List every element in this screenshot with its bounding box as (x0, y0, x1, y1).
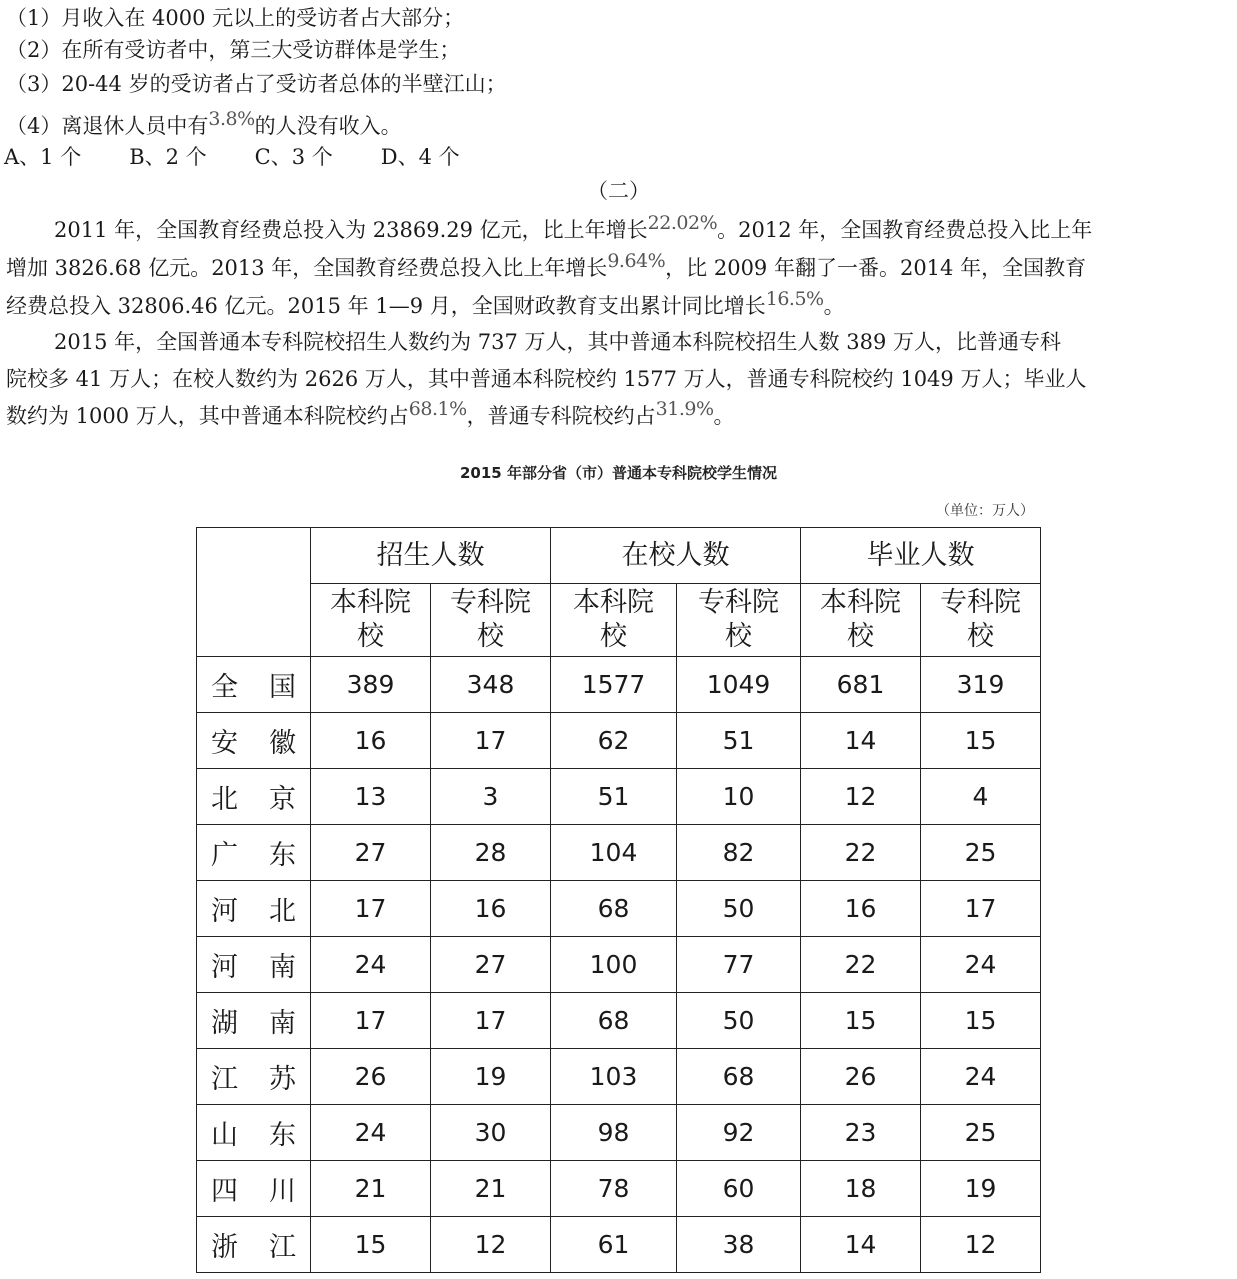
province-cell: 湖 南 (197, 993, 311, 1049)
value-cell: 12 (431, 1217, 551, 1273)
sub-header-text-2: 校 (600, 621, 627, 652)
value-cell: 60 (677, 1161, 801, 1217)
value-cell: 25 (921, 825, 1041, 881)
sub-header-cell (431, 584, 551, 657)
sub-header-text-1: 专科院 (450, 587, 531, 618)
value-cell: 23 (801, 1105, 921, 1161)
value-cell: 21 (311, 1161, 431, 1217)
question-4-after: 的人没有收入。 (254, 114, 402, 138)
group-header-enrollment: 招生人数 (311, 528, 551, 584)
value-cell: 68 (551, 993, 677, 1049)
p1-l2-text-a: 增加 3826.68 亿元。2013 年，全国教育经费总投入比上年增长 (6, 256, 608, 280)
table-header-row-1 (197, 528, 1041, 584)
sub-header-text-2: 校 (847, 621, 874, 652)
p1-l3-percent: 16.5% (765, 288, 824, 310)
sub-header-text-1: 本科院 (820, 587, 901, 618)
table-row (197, 769, 1041, 825)
value-cell: 348 (431, 657, 551, 713)
question-3: （3）20-44 岁的受访者占了受访者总体的半壁江山； (6, 72, 507, 96)
value-cell: 27 (311, 825, 431, 881)
value-cell: 319 (921, 657, 1041, 713)
question-4 (6, 108, 402, 141)
value-cell: 17 (311, 993, 431, 1049)
sub-header-text-2: 校 (725, 621, 752, 652)
sub-header-text-2: 校 (967, 621, 994, 652)
question-4-before: （4）离退休人员中有 (6, 114, 209, 138)
value-cell: 27 (431, 937, 551, 993)
option-c: C、3 个 (254, 145, 333, 169)
value-cell: 103 (551, 1049, 677, 1105)
value-cell: 1577 (551, 657, 677, 713)
value-cell: 681 (801, 657, 921, 713)
table-title: 2015 年部分省（市）普通本专科院校学生情况 (460, 464, 777, 482)
value-cell: 100 (551, 937, 677, 993)
value-cell: 19 (921, 1161, 1041, 1217)
table-row (197, 993, 1041, 1049)
province-cell: 四 川 (197, 1161, 311, 1217)
option-d: D、4 个 (380, 145, 460, 169)
question-2: （2）在所有受访者中，第三大受访群体是学生； (6, 38, 461, 62)
value-cell: 10 (677, 769, 801, 825)
value-cell: 389 (311, 657, 431, 713)
value-cell: 61 (551, 1217, 677, 1273)
sub-header-text-2: 校 (357, 621, 384, 652)
value-cell: 15 (921, 713, 1041, 769)
value-cell: 22 (801, 937, 921, 993)
sub-header-cell (801, 584, 921, 657)
table-row (197, 881, 1041, 937)
question-4-percent: 3.8% (208, 108, 255, 130)
value-cell: 82 (677, 825, 801, 881)
value-cell: 15 (311, 1217, 431, 1273)
sub-header-text-1: 专科院 (698, 587, 779, 618)
table-row (197, 657, 1041, 713)
table-row (197, 1049, 1041, 1105)
value-cell: 24 (921, 1049, 1041, 1105)
p2-l3-percent-2: 31.9% (655, 398, 714, 420)
value-cell: 62 (551, 713, 677, 769)
province-cell: 浙 江 (197, 1217, 311, 1273)
value-cell: 24 (311, 1105, 431, 1161)
value-cell: 104 (551, 825, 677, 881)
province-cell: 河 南 (197, 937, 311, 993)
paragraph-2-line-2: 院校多 41 万人；在校人数约为 2626 万人，其中普通本科院校约 1577 万人，普通专科院校约 1049 万人；毕业人 (6, 367, 1087, 391)
value-cell: 50 (677, 881, 801, 937)
value-cell: 16 (801, 881, 921, 937)
p1-l3-text-a: 经费总投入 32806.46 亿元。2015 年 1—9 月，全国财政教育支出累计同比增长 (6, 294, 766, 318)
students-table (196, 527, 1041, 1273)
sub-header-cell (921, 584, 1041, 657)
value-cell: 77 (677, 937, 801, 993)
section-title: （二） (587, 179, 650, 203)
group-header-graduates: 毕业人数 (801, 528, 1041, 584)
sub-header-text-2: 校 (477, 621, 504, 652)
sub-header-text-1: 专科院 (940, 587, 1021, 618)
p2-l3-text-b: ，普通专科院校约占 (466, 404, 656, 428)
value-cell: 17 (311, 881, 431, 937)
p2-l3-text-a: 数约为 1000 万人，其中普通本科院校约占 (6, 404, 409, 428)
value-cell: 17 (921, 881, 1041, 937)
p2-l3-percent-1: 68.1% (408, 398, 467, 420)
province-cell: 河 北 (197, 881, 311, 937)
table-row (197, 1161, 1041, 1217)
paragraph-1-line-1 (6, 212, 1231, 250)
table-header-row-2 (197, 584, 1041, 657)
value-cell: 25 (921, 1105, 1041, 1161)
p1-l1-text-b: 。2012 年，全国教育经费总投入比上年 (717, 218, 1093, 242)
sub-header-text-1: 本科院 (330, 587, 411, 618)
table-row (197, 713, 1041, 769)
paragraph-2 (6, 324, 1231, 436)
value-cell: 38 (677, 1217, 801, 1273)
value-cell: 68 (551, 881, 677, 937)
paragraph-1 (6, 212, 1231, 326)
province-cell: 江 苏 (197, 1049, 311, 1105)
value-cell: 68 (677, 1049, 801, 1105)
province-cell: 北 京 (197, 769, 311, 825)
province-cell: 山 东 (197, 1105, 311, 1161)
p1-l1-percent: 22.02% (647, 212, 718, 234)
value-cell: 3 (431, 769, 551, 825)
sub-header-cell (551, 584, 677, 657)
group-header-enrolled: 在校人数 (551, 528, 801, 584)
province-cell: 全 国 (197, 657, 311, 713)
p1-l3-text-b: 。 (823, 294, 845, 318)
value-cell: 78 (551, 1161, 677, 1217)
value-cell: 51 (677, 713, 801, 769)
value-cell: 16 (431, 881, 551, 937)
value-cell: 1049 (677, 657, 801, 713)
value-cell: 4 (921, 769, 1041, 825)
value-cell: 21 (431, 1161, 551, 1217)
province-cell: 广 东 (197, 825, 311, 881)
option-b: B、2 个 (129, 145, 207, 169)
value-cell: 28 (431, 825, 551, 881)
table-row (197, 1105, 1041, 1161)
paragraph-1-line-3 (6, 288, 1231, 326)
sub-header-cell (311, 584, 431, 657)
value-cell: 30 (431, 1105, 551, 1161)
province-cell: 安 徽 (197, 713, 311, 769)
table-row (197, 1217, 1041, 1273)
table-unit: （单位：万人） (936, 503, 1034, 519)
option-a: A、1 个 (4, 145, 82, 169)
value-cell: 15 (801, 993, 921, 1049)
value-cell: 18 (801, 1161, 921, 1217)
value-cell: 26 (801, 1049, 921, 1105)
value-cell: 50 (677, 993, 801, 1049)
sub-header-cell (677, 584, 801, 657)
value-cell: 24 (311, 937, 431, 993)
paragraph-2-line-1: 2015 年，全国普通本专科院校招生人数约为 737 万人，其中普通本科院校招生人数 389 万人，比普通专科 (54, 330, 1061, 354)
value-cell: 16 (311, 713, 431, 769)
value-cell: 12 (921, 1217, 1041, 1273)
question-1: （1）月收入在 4000 元以上的受访者占大部分； (6, 6, 465, 30)
sub-header-text-1: 本科院 (573, 587, 654, 618)
p1-l2-percent: 9.64% (607, 250, 666, 272)
corner-cell (197, 528, 311, 657)
p1-l2-text-b: ，比 2009 年翻了一番。2014 年，全国教育 (665, 256, 1087, 280)
value-cell: 13 (311, 769, 431, 825)
value-cell: 98 (551, 1105, 677, 1161)
value-cell: 19 (431, 1049, 551, 1105)
table-row (197, 825, 1041, 881)
answer-options (4, 143, 508, 171)
value-cell: 26 (311, 1049, 431, 1105)
value-cell: 24 (921, 937, 1041, 993)
value-cell: 51 (551, 769, 677, 825)
value-cell: 17 (431, 713, 551, 769)
paragraph-1-line-2 (6, 250, 1231, 288)
value-cell: 14 (801, 1217, 921, 1273)
table-row (197, 937, 1041, 993)
value-cell: 14 (801, 713, 921, 769)
value-cell: 92 (677, 1105, 801, 1161)
paragraph-2-line-3 (6, 398, 1231, 436)
value-cell: 22 (801, 825, 921, 881)
p1-l1-text-a: 2011 年，全国教育经费总投入为 23869.29 亿元，比上年增长 (54, 218, 648, 242)
value-cell: 15 (921, 993, 1041, 1049)
p2-l3-text-c: 。 (713, 404, 735, 428)
value-cell: 17 (431, 993, 551, 1049)
value-cell: 12 (801, 769, 921, 825)
